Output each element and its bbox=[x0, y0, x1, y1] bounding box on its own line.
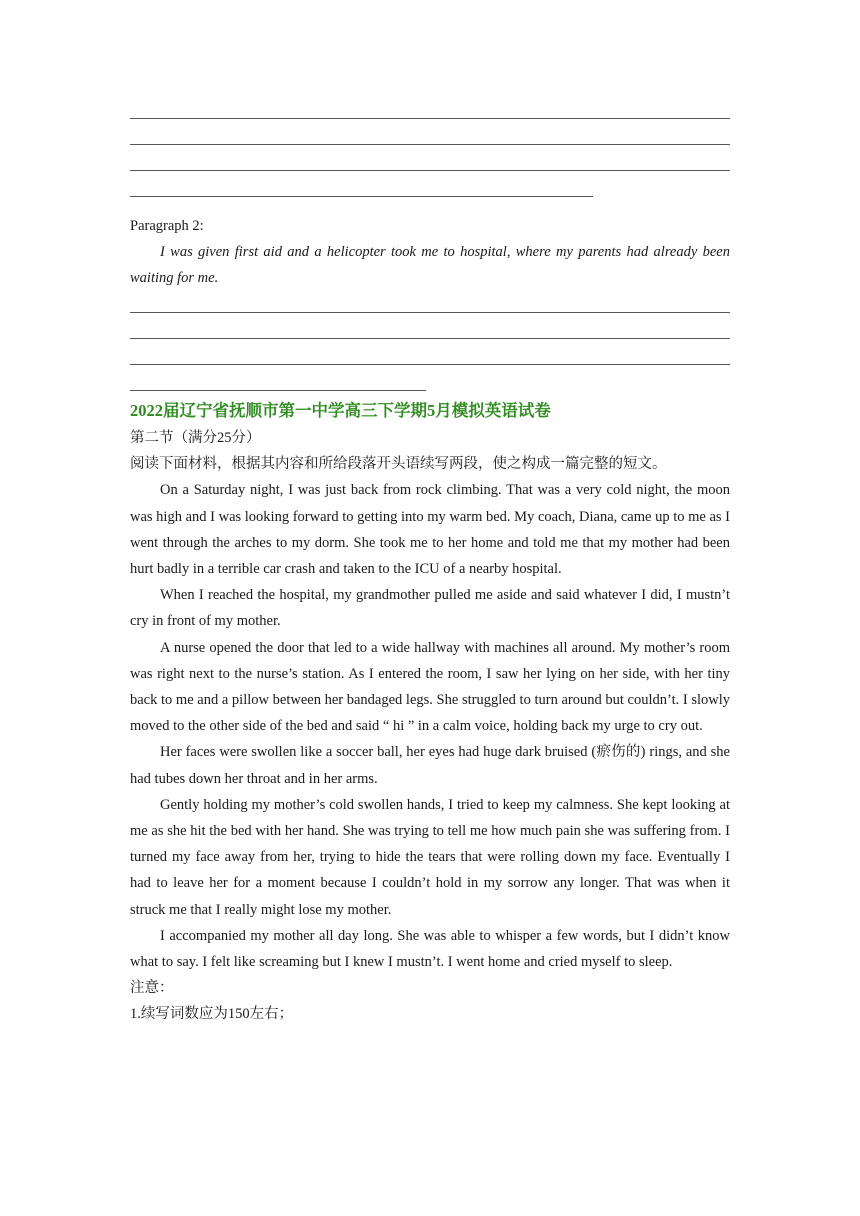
paragraph-2-label: Paragraph 2: bbox=[130, 218, 204, 234]
answer-line bbox=[130, 312, 730, 313]
exam-title: 2022届辽宁省抚顺市第一中学高三下学期5月模拟英语试卷 bbox=[130, 401, 551, 421]
section-heading: 第二节（满分25分） bbox=[130, 430, 261, 447]
paragraph-2-prompt: I was given first aid and a helicopter took me to hospital, where my parents had already been waiting for me. bbox=[130, 244, 730, 287]
answer-line bbox=[130, 170, 730, 171]
answer-lines-paragraph-1 bbox=[130, 118, 730, 197]
story-paragraph: I accompanied my mother all day long. She was able to whisper a few words, but I didn’t know what to say. I felt like screaming but I knew I mustn’t. I went home and cried myself to sleep. bbox=[130, 927, 730, 971]
story-paragraph: A nurse opened the door that led to a wide hallway with machines all around. My mother’s room was right next to the nurse’s station. As I entered the room, I saw her lying on her side, with her tiny back to me and a pillow between her bandaged legs. She struggled to turn around but couldn’t. I slowly moved to the other side of the bed and said “ hi ” in a calm voice, holding back my urge to cry out. bbox=[130, 639, 730, 735]
note-label: 注意： bbox=[130, 980, 174, 997]
instruction-text: 阅读下面材料，根据其内容和所给段落开头语续写两段，使之构成一篇完整的短文。 bbox=[130, 456, 667, 473]
answer-line bbox=[130, 338, 730, 339]
note-item: 1.续写词数应为150左右； bbox=[130, 1006, 294, 1023]
answer-line bbox=[130, 196, 593, 197]
story-paragraph: Gently holding my mother’s cold swollen hands, I tried to keep my calmness. She kept looking at me as she hit the bed with her hand. She was trying to tell me how much pain she was suffering from. I turned my face away from her, trying to hide the tears that were rolling down my face. Eventually I had to leave her for a moment because I couldn’t hold in my sorrow any longer. That was when it struck me that I really might lose my mother. bbox=[130, 796, 730, 918]
answer-line bbox=[130, 390, 426, 391]
story-paragraph: When I reached the hospital, my grandmother pulled me aside and said whatever I did, I mustn’t cry in front of my mother. bbox=[130, 587, 730, 630]
page-content bbox=[130, 104, 730, 1027]
answer-lines-paragraph-2 bbox=[130, 312, 730, 391]
answer-line bbox=[130, 364, 730, 365]
answer-line bbox=[130, 118, 730, 119]
story-paragraph: Her faces were swollen like a soccer ball, her eyes had huge dark bruised (瘀伤的) rings, and she had tubes down her throat and in her arms. bbox=[130, 744, 730, 787]
answer-line bbox=[130, 144, 730, 145]
story-paragraph: On a Saturday night, I was just back from rock climbing. That was a very cold night, the moon was high and I was looking forward to getting into my warm bed. My coach, Diana, came up to me as I went through the arches to my dorm. She took me to her home and told me that my mother had been hurt badly in a terrible car crash and taken to the ICU of a nearby hospital. bbox=[130, 482, 730, 578]
